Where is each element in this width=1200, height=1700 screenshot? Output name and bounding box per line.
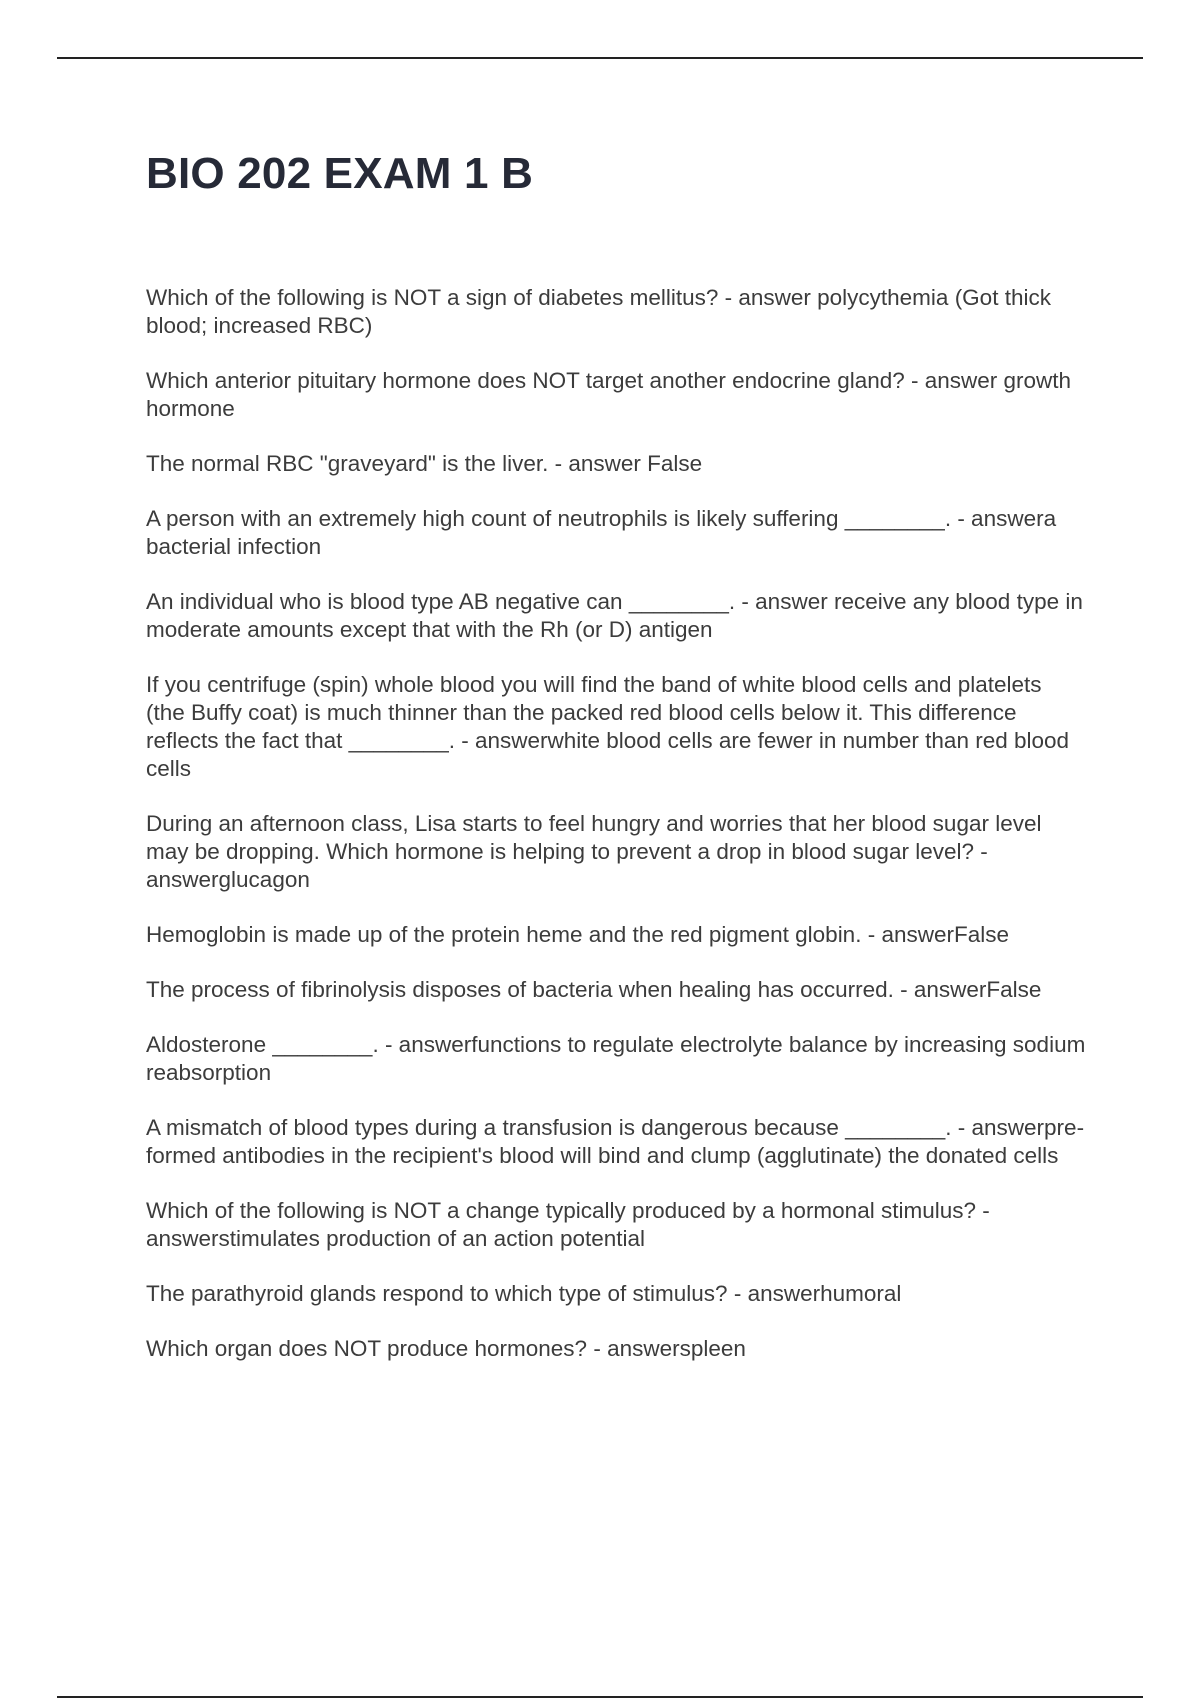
- question-answer-list: [146, 284, 1086, 1390]
- qa-item-8: Hemoglobin is made up of the protein heme and the red pigment globin. - answerFalse: [146, 922, 1009, 947]
- qa-item-2: Which anterior pituitary hormone does NOT target another endocrine gland? - answer growth hormone: [146, 368, 1072, 421]
- qa-item-14: Which organ does NOT produce hormones? - answerspleen: [146, 1336, 746, 1361]
- qa-item-7: During an afternoon class, Lisa starts to feel hungry and worries that her blood sugar level may be dropping. Which hormone is helping to prevent a drop in blood sugar level? - answerglucagon: [146, 811, 1042, 892]
- qa-item-11: A mismatch of blood types during a transfusion is dangerous because ________. - answerpre-formed antibodies in the recipient's blood will bind and clump (agglutinate) the donated cells: [146, 1115, 1085, 1168]
- qa-item-9: The process of fibrinolysis disposes of bacteria when healing has occurred. - answerFalse: [146, 977, 1042, 1002]
- qa-item-6: If you centrifuge (spin) whole blood you will find the band of white blood cells and platelets (the Buffy coat) is much thinner than the packed red blood cells below it. This difference reflects the fact that ________. - answerwhite blood cells are fewer in number than red blood cells: [146, 672, 1070, 781]
- qa-item-10: Aldosterone ________. - answerfunctions to regulate electrolyte balance by increasing sodium reabsorption: [146, 1032, 1086, 1085]
- qa-item-12: Which of the following is NOT a change typically produced by a hormonal stimulus? - answerstimulates production of an action potential: [146, 1198, 990, 1251]
- qa-item-5: An individual who is blood type AB negative can ________. - answer receive any blood type in moderate amounts except that with the Rh (or D) antigen: [146, 589, 1083, 642]
- header-rule: [57, 57, 1143, 59]
- footer-rule: [57, 1696, 1143, 1698]
- qa-item-1: Which of the following is NOT a sign of diabetes mellitus? - answer polycythemia (Got thick blood; increased RBC): [146, 285, 1051, 338]
- qa-item-13: The parathyroid glands respond to which type of stimulus? - answerhumoral: [146, 1281, 902, 1306]
- qa-item-3: The normal RBC "graveyard" is the liver. - answer False: [146, 451, 703, 476]
- qa-item-4: A person with an extremely high count of neutrophils is likely suffering ________. - answera bacterial infection: [146, 506, 1057, 559]
- page-title: BIO 202 EXAM 1 B: [146, 149, 534, 198]
